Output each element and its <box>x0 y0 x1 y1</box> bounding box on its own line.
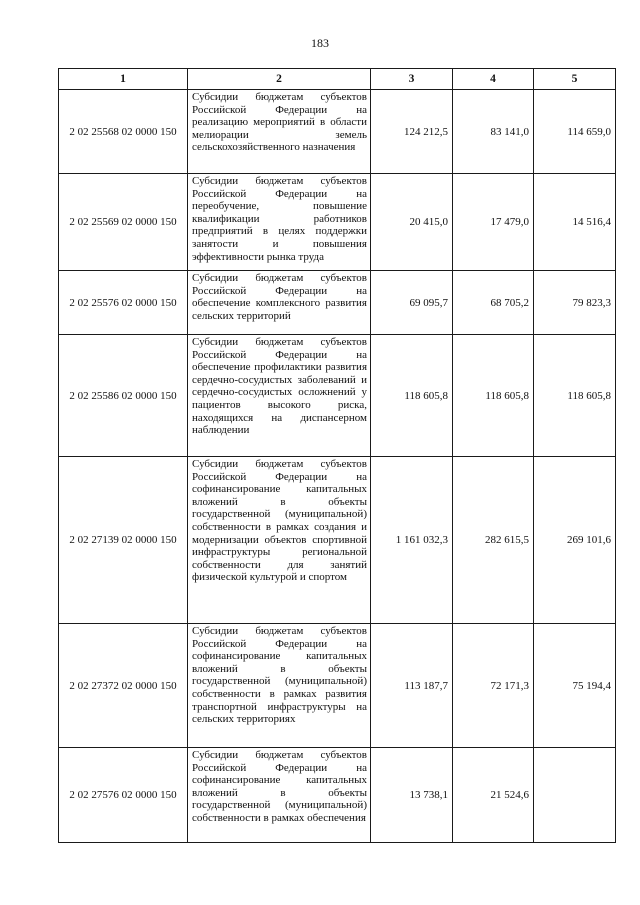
description-cell: Субсидии бюджетам субъектов Российской Федерации на софинансирование капитальных вложений в объекты государственной (муниципальной) собственности в рамках создания и модернизации объектов спортивной инфраструктуры региональной собственности для занятий физической культурой и спортом <box>188 457 371 624</box>
table-row <box>59 624 616 748</box>
amount-col4-cell: 83 141,0 <box>453 90 534 174</box>
amount-col5-cell: 79 823,3 <box>534 271 616 335</box>
budget-code-cell: 2 02 27139 02 0000 150 <box>59 457 188 624</box>
table-header-row <box>59 69 616 90</box>
amount-col5-cell <box>534 748 616 843</box>
header-col-3: 3 <box>371 69 453 90</box>
amount-col3-cell: 69 095,7 <box>371 271 453 335</box>
page-number: 183 <box>311 36 329 50</box>
amount-col3-cell: 1 161 032,3 <box>371 457 453 624</box>
table-row <box>59 335 616 457</box>
table-row <box>59 271 616 335</box>
amount-col4-cell: 118 605,8 <box>453 335 534 457</box>
description-cell: Субсидии бюджетам субъектов Российской Федерации на софинансирование капитальных вложений в объекты государственной (муниципальной) собственности в рамках обеспечения <box>188 748 371 843</box>
table-row <box>59 748 616 843</box>
table-row <box>59 90 616 174</box>
amount-col5-cell: 75 194,4 <box>534 624 616 748</box>
amount-col4-cell: 17 479,0 <box>453 174 534 271</box>
header-col-4: 4 <box>453 69 534 90</box>
description-cell: Субсидии бюджетам субъектов Российской Федерации на реализацию мероприятий в области мелиорации земель сельскохозяйственного назначения <box>188 90 371 174</box>
amount-col4-cell: 68 705,2 <box>453 271 534 335</box>
amount-col3-cell: 124 212,5 <box>371 90 453 174</box>
amount-col4-cell: 72 171,3 <box>453 624 534 748</box>
budget-code-cell: 2 02 27372 02 0000 150 <box>59 624 188 748</box>
amount-col5-cell: 14 516,4 <box>534 174 616 271</box>
amount-col3-cell: 13 738,1 <box>371 748 453 843</box>
table-row <box>59 457 616 624</box>
budget-code-cell: 2 02 25569 02 0000 150 <box>59 174 188 271</box>
amount-col3-cell: 113 187,7 <box>371 624 453 748</box>
header-col-2: 2 <box>188 69 371 90</box>
amount-col5-cell: 269 101,6 <box>534 457 616 624</box>
amount-col5-cell: 118 605,8 <box>534 335 616 457</box>
description-cell: Субсидии бюджетам субъектов Российской Федерации на обеспечение профилактики развития сердечно-сосудистых заболеваний и сердечно-сосудистых осложнений у пациентов высокого риска, находящихся на диспансерном наблюдении <box>188 335 371 457</box>
budget-table <box>58 68 616 843</box>
amount-col4-cell: 282 615,5 <box>453 457 534 624</box>
amount-col5-cell: 114 659,0 <box>534 90 616 174</box>
table-row <box>59 174 616 271</box>
budget-code-cell: 2 02 27576 02 0000 150 <box>59 748 188 843</box>
amount-col3-cell: 118 605,8 <box>371 335 453 457</box>
budget-code-cell: 2 02 25586 02 0000 150 <box>59 335 188 457</box>
description-cell: Субсидии бюджетам субъектов Российской Федерации на обеспечение комплексного развития сельских территорий <box>188 271 371 335</box>
amount-col4-cell: 21 524,6 <box>453 748 534 843</box>
header-col-1: 1 <box>59 69 188 90</box>
description-cell: Субсидии бюджетам субъектов Российской Федерации на софинансирование капитальных вложений в объекты государственной (муниципальной) собственности в рамках развития транспортной инфраструктуры на сельских территориях <box>188 624 371 748</box>
amount-col3-cell: 20 415,0 <box>371 174 453 271</box>
description-cell: Субсидии бюджетам субъектов Российской Федерации на переобучение, повышение квалификации работников предприятий в целях поддержки занятости и повышения эффективности рынка труда <box>188 174 371 271</box>
header-col-5: 5 <box>534 69 616 90</box>
budget-code-cell: 2 02 25576 02 0000 150 <box>59 271 188 335</box>
budget-code-cell: 2 02 25568 02 0000 150 <box>59 90 188 174</box>
